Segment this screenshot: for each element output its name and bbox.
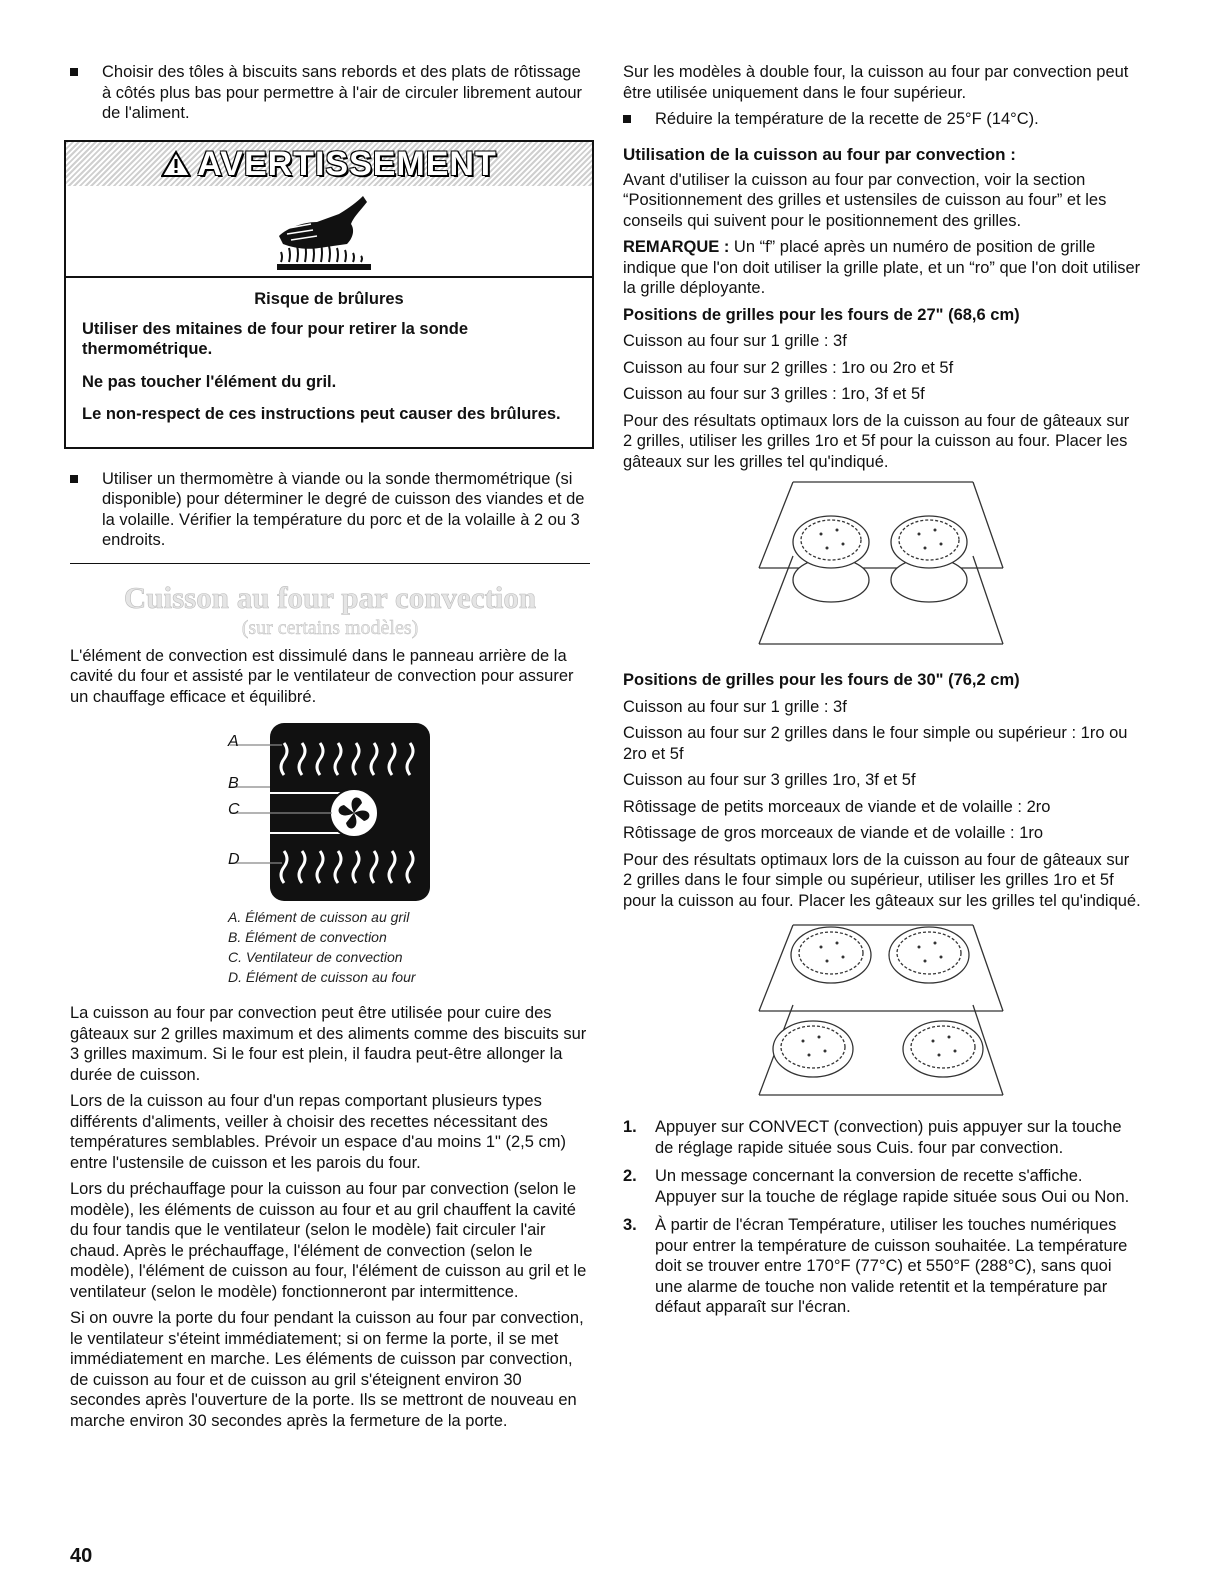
rack-30-heading: Positions de grilles pour les fours de 30" (76,2 cm) xyxy=(623,671,1020,689)
double-oven-paragraph: Sur les modèles à double four, la cuisson au four par convection peut être utilisée uniquement dans le four supérieur. xyxy=(623,63,1129,102)
rack-30-tip: Pour des résultats optimaux lors de la cuisson au four de gâteaux sur 2 grilles dans le four simple ou supérieur, utiliser les grilles 1ro et 5f pour la cuisson au four. Placer les gâteaux sur les grilles tel qu'indiqué. xyxy=(623,850,1141,910)
warning-title xyxy=(66,142,592,186)
rack-27-line: Cuisson au four sur 1 grille : 3f xyxy=(623,332,847,350)
bullet-square-icon xyxy=(70,68,78,76)
step-text: Un message concernant la conversion de recette s'affiche. Appuyer sur la touche de réglage rapide située sous Oui ou Non. xyxy=(655,1167,1130,1206)
right-column xyxy=(623,62,1143,1326)
diagram-label-d: D xyxy=(228,851,240,868)
section-title: Cuisson au four par convection xyxy=(123,579,537,615)
rack-30-line: Cuisson au four sur 3 grilles 1ro, 3f et 5f xyxy=(623,771,916,789)
rack-30-line: Cuisson au four sur 1 grille : 3f xyxy=(623,697,847,716)
usage-heading: Utilisation de la cuisson au four par convection : xyxy=(623,144,1016,164)
steps-list xyxy=(623,1117,1143,1318)
rack-30-line: Rôtissage de petits morceaux de viande et de volaille : 2ro xyxy=(623,797,1051,816)
warning-box xyxy=(64,140,594,449)
warning-icon-area xyxy=(66,186,592,278)
rack-27-line: Cuisson au four sur 2 grilles : 1ro ou 2ro et 5f xyxy=(623,358,954,377)
convection-oven-drawing xyxy=(70,723,590,903)
body-paragraph: Lors de la cuisson au four d'un repas comportant plusieurs types différents d'aliments, veiller à choisir des recettes nécessitant des températures semblables. Prévoir un espace d'au moins 1" (2,5 cm) entre l'ustensile de cuisson et les parois du four. xyxy=(70,1092,566,1172)
section-subtitle: (sur certains modèles) xyxy=(241,616,419,639)
step-number: 1. xyxy=(623,1118,637,1136)
convection-fan-icon xyxy=(330,789,378,837)
page-number: 40 xyxy=(70,1545,93,1567)
rack-30-line: Cuisson au four sur 2 grilles dans le four simple ou supérieur : 1ro ou 2ro et 5f xyxy=(623,724,1128,763)
step-text: À partir de l'écran Température, utiliser les touches numériques pour entrer la température de cuisson souhaitée. La température doit se trouver entre 170°F (77°C) et 550°F (288°C), sans quoi une alarme de touche non valide retentit et la température par défaut apparaît sur l'écran. xyxy=(655,1216,1128,1316)
rack-27-line: Cuisson au four sur 3 grilles : 1ro, 3f et 5f xyxy=(623,385,925,403)
caption-line: A. Élément de cuisson au gril xyxy=(228,909,410,925)
rack-27-heading: Positions de grilles pour les fours de 27" (68,6 cm) xyxy=(623,305,1020,324)
warning-line: Le non-respect de ces instructions peut causer des brûlures. xyxy=(82,405,561,423)
convection-diagram xyxy=(70,723,590,903)
diagram-label-c: C xyxy=(228,801,240,818)
step-item xyxy=(623,1166,1143,1207)
bullet-thermometer-text: Utiliser un thermomètre à viande ou la sonde thermométrique (si disponible) pour déterminer le degré de cuisson des viandes et de la volaille. Vérifier la température du porc et de la volaille à 2 ou 3 endroits. xyxy=(102,469,585,549)
step-text: Appuyer sur CONVECT (convection) puis appuyer sur la touche de réglage rapide située sous Cuis. four par convection. xyxy=(655,1118,1122,1157)
usage-intro: Avant d'utiliser la cuisson au four par convection, voir la section “Positionnement des grilles et ustensiles de cuisson au four” et les conseils qui suivent pour le positionnement des grilles. xyxy=(623,170,1107,230)
rack-27-drawing xyxy=(623,478,1143,656)
bullet-pans-text: Choisir des tôles à biscuits sans rebords et des plats de rôtissage à côtés plus bas pour permettre à l'air de circuler librement autour de l'aliment. xyxy=(102,63,583,122)
warning-risk: Risque de brûlures xyxy=(254,289,404,308)
bullet-pans xyxy=(70,62,590,124)
diagram-label-b: B xyxy=(228,775,239,792)
bullet-thermometer xyxy=(70,469,590,551)
warning-header xyxy=(66,142,592,186)
step-item xyxy=(623,1215,1143,1318)
note-label: REMARQUE : xyxy=(623,238,730,256)
warning-line: Utiliser des mitaines de four pour retirer la sonde thermométrique. xyxy=(82,319,469,358)
body-paragraph: La cuisson au four par convection peut être utilisée pour cuire des gâteaux sur 2 grilles maximum et des aliments comme des biscuits sur 3 grilles maximum. Si le four est plein, il faudra peut-être allonger la durée de cuisson. xyxy=(70,1004,587,1084)
caption-line: B. Élément de convection xyxy=(228,929,387,945)
diagram-captions xyxy=(70,907,590,987)
step-number: 3. xyxy=(623,1216,637,1234)
bullet-square-icon xyxy=(70,475,78,483)
caption-line: D. Élément de cuisson au four xyxy=(228,969,416,985)
note-text: Un “f” placé après un numéro de position de grille indique que l'on doit utiliser la grille plate, et un “ro” que l'on doit utiliser la grille déployante. xyxy=(623,238,1141,297)
rack-27-tip: Pour des résultats optimaux lors de la cuisson au four de gâteaux sur 2 grilles, utiliser les grilles 1ro et 5f pour la cuisson au four. Placer les gâteaux sur les grilles tel qu'indiqué. xyxy=(623,411,1130,471)
rack-30-drawing xyxy=(623,921,1143,1105)
hot-surface-hand-icon xyxy=(259,192,399,272)
caption-line: C. Ventilateur de convection xyxy=(228,949,403,965)
body-paragraph: Lors du préchauffage pour la cuisson au four par convection (selon le modèle), les éléments de cuisson au four et au gril chauffent la cavité du four tandis que le ventilateur (selon le modèle) fait circuler l'air chaud. Après le préchauffage, l'élément de convection (selon le modèle), l'élément de cuisson au four, l'élément de cuisson au gril et le ventilateur (selon le modèle) fonctionneront par intermittence. xyxy=(70,1180,587,1301)
warning-line: Ne pas toucher l'élément du gril. xyxy=(82,372,337,391)
body-paragraph: Si on ouvre la porte du four pendant la cuisson au four par convection, le ventilateur s'éteint immédiatement; si on ferme la porte, il se met immédiatement en marche. Les éléments de cuisson par convection, de cuisson au four et de cuisson au gril s'éteignent environ 30 secondes après l'ouverture de la porte. Ils se mettront de nouveau en marche environ 30 secondes après la fermeture de la porte. xyxy=(70,1309,584,1430)
section-divider xyxy=(70,563,590,564)
intro-paragraph: L'élément de convection est dissimulé dans le panneau arrière de la cavité du four et assisté par le ventilateur de convection pour assurer un chauffage efficace et équilibré. xyxy=(70,646,574,706)
warning-body xyxy=(66,278,592,447)
bullet-reduce-temp xyxy=(623,109,1143,130)
note-paragraph xyxy=(623,237,1143,299)
diagram-label-a: A xyxy=(228,733,239,750)
rack-27-diagram xyxy=(623,478,1143,656)
warning-title-text: AVERTISSEMENT xyxy=(197,144,497,183)
bullet-square-icon xyxy=(623,115,631,123)
warning-triangle-icon xyxy=(161,150,191,178)
step-item xyxy=(623,1117,1143,1158)
left-column xyxy=(70,62,590,1437)
bullet-reduce-text: Réduire la température de la recette de 25°F (14°C). xyxy=(655,110,1039,128)
step-number: 2. xyxy=(623,1167,637,1185)
rack-30-line: Rôtissage de gros morceaux de viande et de volaille : 1ro xyxy=(623,824,1044,842)
rack-30-diagram xyxy=(623,921,1143,1105)
